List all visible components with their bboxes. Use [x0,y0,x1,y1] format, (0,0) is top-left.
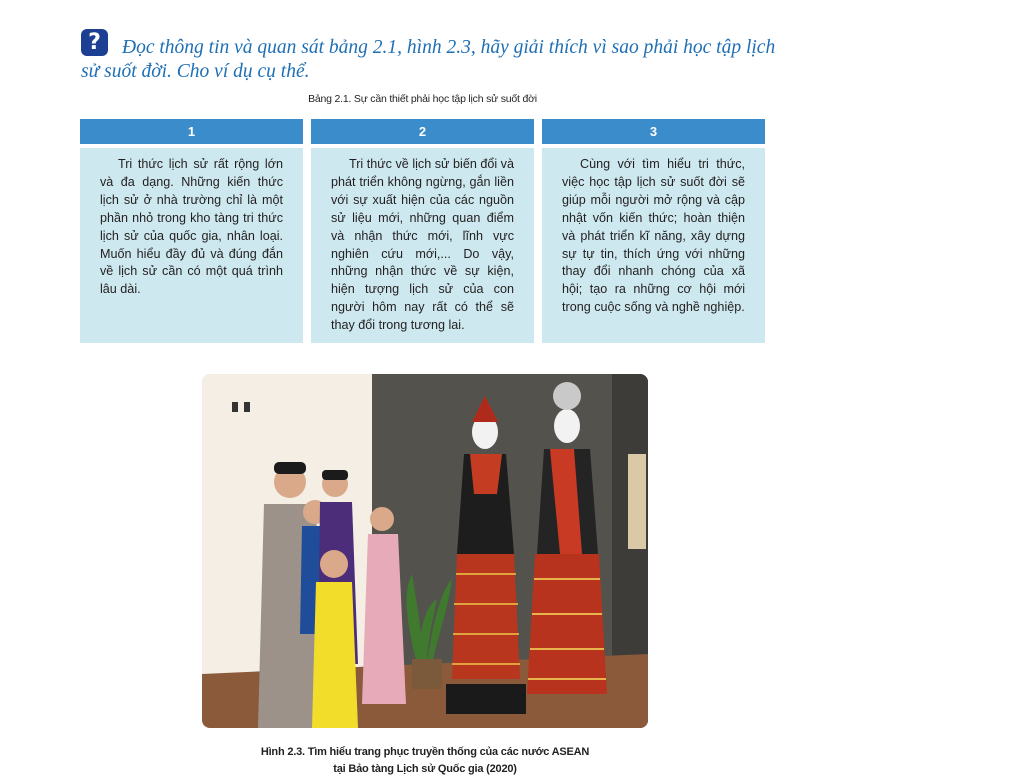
column-body: Tri thức về lịch sử biến đổi và phát triển không ngừng, gắn liền với sự xuất hiện của các nguồn sử liệu mới, những quan điểm và nhận thức mới, lĩnh vực nghiên cứu mới,... Do vậy, những nhận thức về sự kiện, hiện tượng lịch sử của con người hôm nay rất có thể sẽ thay đổi trong tương lai. [311,148,534,343]
figure-caption-line2: tại Bảo tàng Lịch sử Quốc gia (2020) [333,763,517,775]
column-header: 1 [80,119,303,144]
column-body: Cùng với tìm hiểu tri thức, việc học tập lịch sử suốt đời sẽ giúp mỗi người mở rộng và cập nhật vốn kiến thức; hoàn thiện và phát triển kĩ năng, xây dựng sự tự tin, thích ứng với những thay đổi nhanh chóng của xã hội; tạo ra những cơ hội mới trong cuộc sống và nghề nghiệp. [542,148,765,343]
column-header: 2 [311,119,534,144]
museum-photo [202,374,648,728]
figure-caption [202,744,648,778]
column-header: 3 [542,119,765,144]
table-caption: Bảng 2.1. Sự cần thiết phải học tập lịch sử suốt đời [308,93,537,105]
table-column-2 [311,119,534,343]
figure-caption-line1: Hình 2.3. Tìm hiểu trang phục truyền thống của các nước ASEAN [260,746,590,758]
table-column-1 [80,119,303,343]
column-body: Tri thức lịch sử rất rộng lớn và đa dạng. Những kiến thức lịch sử ở nhà trường chỉ là một phần nhỏ trong kho tàng tri thức lịch sử của quốc gia, nhân loại. Muốn hiểu đầy đủ và đúng đắn về lịch sử cần có một quá trình lâu dài. [80,148,303,343]
question-icon: ? [81,29,108,56]
question-text: Đọc thông tin và quan sát bảng 2.1, hình 2.3, hãy giải thích vì sao phải học tập lịch sử suốt đời. Cho ví dụ cụ thể. [81,37,776,82]
table-column-3 [542,119,765,343]
